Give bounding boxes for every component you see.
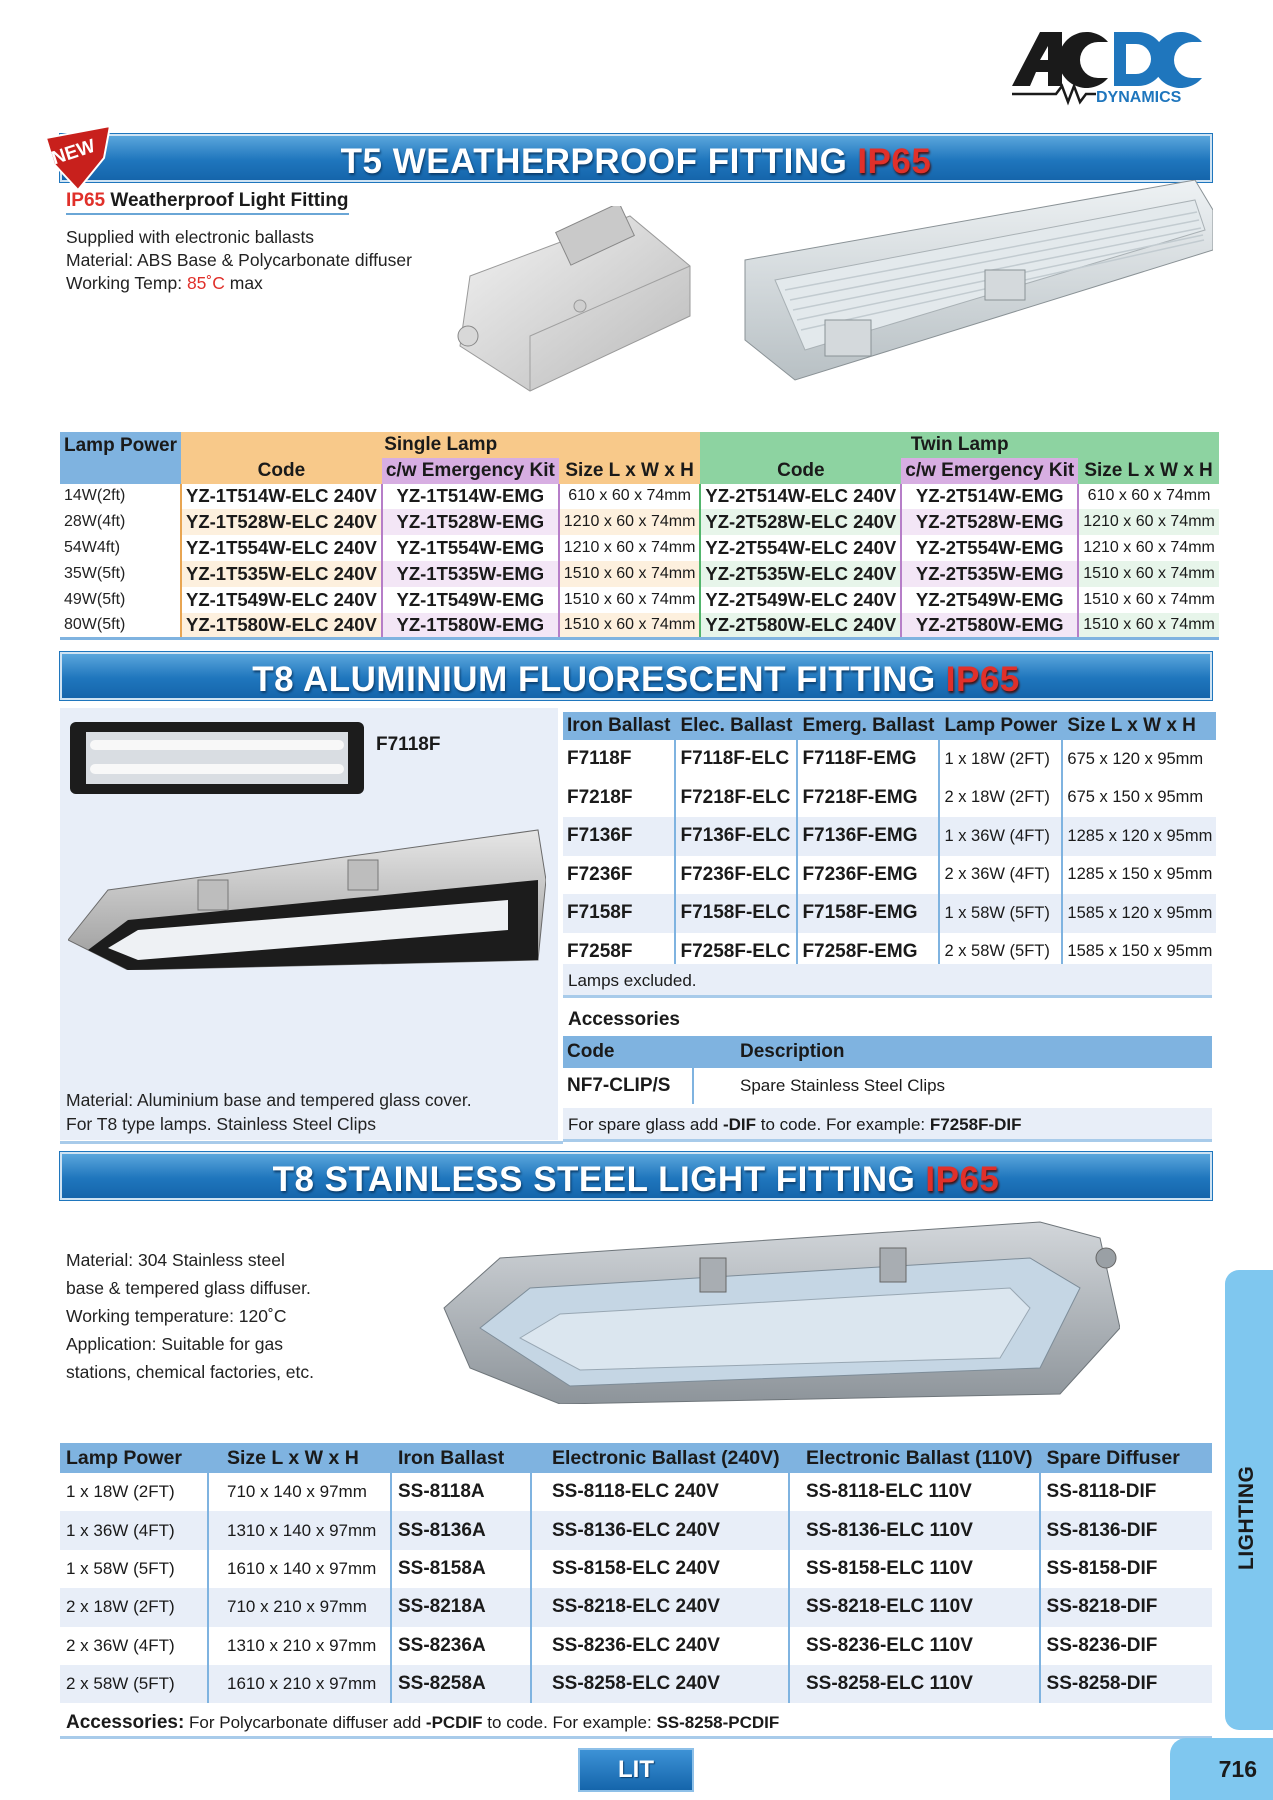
table-cell: Spare Stainless Steel Clips (693, 1068, 1212, 1104)
table-cell: YZ-1T514W-ELC 240V (181, 484, 382, 510)
table-cell: 2 x 36W (4FT) (66, 1635, 175, 1655)
table-row (60, 587, 1219, 613)
table-cell: 1510 x 60 x 74mm (1078, 561, 1219, 587)
table-row (563, 740, 1216, 779)
single-code-header: Code (181, 458, 382, 484)
table-row (60, 509, 1219, 535)
acdc-dynamics-logo (1010, 24, 1218, 112)
table-cell: YZ-2T535W-EMG (901, 561, 1078, 587)
table-header-cell: Code (563, 1036, 693, 1068)
table-cell: 1510 x 60 x 74mm (559, 613, 701, 639)
table-row (60, 613, 1219, 639)
table-cell: 14W(2ft) (64, 487, 126, 505)
table-cell: 1510 x 60 x 74mm (1078, 613, 1219, 639)
table-row (60, 1588, 1212, 1626)
table-cell: 1610 x 210 x 97mm (208, 1665, 391, 1703)
table-header-cell: Electronic Ballast (110V) (789, 1443, 1040, 1473)
table-cell: SS-8258A (391, 1665, 531, 1703)
table-cell: 2 x 18W (2FT) (939, 779, 1062, 818)
table-cell: YZ-1T580W-EMG (382, 613, 559, 639)
table-header-cell: Lamp Power (939, 712, 1062, 740)
table-cell: NF7-CLIP/S (567, 1075, 671, 1096)
table-cell: 1 x 18W (2FT) (939, 740, 1062, 779)
t5-end-cap-image (440, 206, 696, 396)
table-header-cell: Lamp Power (60, 1443, 208, 1473)
footer-divider (60, 1736, 1212, 1739)
f7118f-product-image (68, 718, 366, 798)
table-cell: F7236F-EMG (797, 856, 939, 895)
lit-button[interactable]: LIT (578, 1748, 694, 1792)
table-header-cell: Iron Ballast (391, 1443, 531, 1473)
table-cell: SS-8118-ELC 240V (531, 1473, 789, 1511)
table-cell: F7258F (567, 940, 633, 962)
table-row (563, 817, 1216, 856)
table-row (60, 1473, 1212, 1511)
table-cell: 675 x 150 x 95mm (1062, 779, 1216, 818)
table-cell: 54W4ft) (64, 539, 121, 557)
single-emg-header: c/w Emergency Kit (382, 458, 559, 484)
table-cell: YZ-2T549W-ELC 240V (700, 587, 901, 613)
t8-stainless-ip-rating: IP65 (925, 1160, 1000, 1199)
t8-stainless-spec-table (60, 1443, 1212, 1703)
twin-emg-header: c/w Emergency Kit (901, 458, 1078, 484)
table-cell: 1 x 36W (4FT) (60, 1511, 208, 1549)
table-cell: YZ-2T554W-ELC 240V (700, 535, 901, 561)
table-cell: SS-8258-ELC 110V (789, 1665, 1040, 1703)
table-row (563, 779, 1216, 818)
table-cell: YZ-2T528W-EMG (901, 509, 1078, 535)
twin-size-header: Size L x W x H (1078, 458, 1219, 484)
table-cell: YZ-2T580W-ELC 240V (700, 613, 901, 639)
table-cell: SS-8236-ELC 240V (531, 1627, 789, 1665)
table-cell: F7136F-EMG (797, 817, 939, 856)
table-cell: 1585 x 120 x 95mm (1062, 894, 1216, 933)
t8-aluminium-banner (60, 652, 1212, 700)
t5-subtitle: IP65 Weatherproof Light Fitting (66, 190, 349, 215)
table-cell: 1310 x 140 x 97mm (208, 1511, 391, 1549)
table-cell: YZ-2T514W-ELC 240V (700, 484, 901, 510)
table-cell: 610 x 60 x 74mm (568, 487, 691, 505)
table-header-cell: Elec. Ballast (675, 712, 797, 740)
table-cell: 1585 x 150 x 95mm (1062, 933, 1216, 972)
t8-aluminium-fitting-image (68, 820, 546, 970)
table-cell: 2 x 36W (4FT) (939, 856, 1062, 895)
single-size-header: Size L x W x H (559, 458, 701, 484)
table-cell: 1 x 36W (4FT) (939, 817, 1062, 856)
table-cell: 1310 x 210 x 97mm (208, 1627, 391, 1665)
table-row (563, 856, 1216, 895)
table-cell: 1 x 58W (5FT) (939, 894, 1062, 933)
table-cell: F7158F (563, 894, 675, 933)
table-cell: YZ-2T580W-EMG (901, 613, 1078, 639)
table-cell: F7218F-EMG (797, 779, 939, 818)
t5-fitting-image (735, 180, 1213, 396)
table-cell: 2 x 58W (5FT) (60, 1665, 208, 1703)
table-cell: YZ-1T549W-EMG (382, 587, 559, 613)
table-cell: SS-8158-DIF (1040, 1550, 1212, 1588)
table-cell: F7158F-EMG (797, 894, 939, 933)
table-cell: 35W(5ft) (64, 564, 126, 582)
table-cell: SS-8158-ELC 110V (789, 1550, 1040, 1588)
table-cell: YZ-2T554W-EMG (901, 535, 1078, 561)
t8-stainless-accessories-note: Accessories: For Polycarbonate diffuser add -PCDIF to code. For example: SS-8258-PCDIF (66, 1712, 780, 1733)
table-cell: 2 x 18W (2FT) (60, 1588, 208, 1626)
table-cell: SS-8236-ELC 110V (789, 1627, 1040, 1665)
table-cell: SS-8258-ELC 240V (531, 1665, 789, 1703)
table-cell: F7218F-ELC (675, 779, 797, 818)
table-cell: SS-8218-ELC 240V (531, 1588, 789, 1626)
table-cell: SS-8218-DIF (1040, 1588, 1212, 1626)
table-cell: YZ-2T535W-ELC 240V (700, 561, 901, 587)
table-row (60, 561, 1219, 587)
spare-glass-note: For spare glass add -DIF to code. For example: F7258F-DIF (563, 1108, 1212, 1142)
lighting-side-tab[interactable] (1225, 1270, 1273, 1730)
table-cell: YZ-2T514W-EMG (901, 484, 1078, 510)
table-cell: 1610 x 140 x 97mm (208, 1550, 391, 1588)
table-cell: SS-8236-DIF (1040, 1627, 1212, 1665)
table-row (60, 1665, 1212, 1703)
t5-description: Supplied with electronic ballasts Material: ABS Base & Polycarbonate diffuser Working Temp: 85˚C max (66, 227, 412, 293)
table-cell: 1210 x 60 x 74mm (563, 539, 696, 557)
table-cell: SS-8218-ELC 110V (789, 1588, 1040, 1626)
lamps-note-row: Lamps excluded. (563, 964, 1212, 998)
t8-stainless-title: T8 STAINLESS STEEL LIGHT FITTING (272, 1160, 916, 1199)
logo-sub-text: DYNAMICS (1096, 89, 1182, 106)
table-row (563, 894, 1216, 933)
table-cell: F7136F (563, 817, 675, 856)
table-cell: 1210 x 60 x 74mm (1083, 539, 1215, 557)
table-cell: YZ-1T535W-EMG (382, 561, 559, 587)
new-badge-text: NEW (49, 135, 98, 170)
table-cell: YZ-1T514W-EMG (382, 484, 559, 510)
table-header-cell: Size L x W x H (208, 1443, 391, 1473)
twin-lamp-header: Twin Lamp (700, 432, 1218, 458)
table-row (60, 1511, 1212, 1549)
table-cell: SS-8118-ELC 110V (789, 1473, 1040, 1511)
divider (60, 1141, 563, 1144)
t8-aluminium-spec-table (563, 712, 1216, 971)
t8-stainless-description: Material: 304 Stainless steel base & tempered glass diffuser. Working temperature: 120˚C Application: Suitable for gas stations, chemical factories, etc. (66, 1250, 315, 1382)
table-cell: 1 x 18W (2FT) (66, 1482, 175, 1502)
t5-spec-table (60, 432, 1219, 640)
table-cell: F7236F-ELC (675, 856, 797, 895)
table-cell: SS-8118-DIF (1040, 1473, 1212, 1511)
table-cell: 1285 x 120 x 95mm (1062, 817, 1216, 856)
table-cell: F7258F-ELC (675, 933, 797, 972)
table-row (563, 1068, 1212, 1104)
table-cell: 610 x 60 x 74mm (1087, 487, 1211, 505)
lighting-tab-label: LIGHTING (1235, 1465, 1258, 1570)
table-header-cell: Emerg. Ballast (797, 712, 939, 740)
table-cell: 28W(4ft) (64, 513, 126, 531)
table-header-cell: Iron Ballast (563, 712, 675, 740)
table-cell: 2 x 58W (5FT) (939, 933, 1062, 972)
table-cell: F7158F-ELC (675, 894, 797, 933)
table-cell: 49W(5ft) (64, 590, 126, 608)
table-cell: 1210 x 60 x 74mm (559, 509, 701, 535)
table-header-cell: Description (693, 1036, 1212, 1068)
t5-title: T5 WEATHERPROOF FITTING (340, 142, 848, 181)
table-cell: SS-8136-ELC 110V (789, 1511, 1040, 1549)
table-cell: YZ-1T554W-ELC 240V (181, 535, 382, 561)
table-cell: SS-8258-DIF (1040, 1665, 1212, 1703)
table-cell: F7218F (567, 786, 633, 808)
table-cell: YZ-2T549W-EMG (901, 587, 1078, 613)
table-cell: F7118F-EMG (797, 740, 939, 779)
accessories-table (563, 1036, 1212, 1104)
table-cell: YZ-1T528W-EMG (382, 509, 559, 535)
table-cell: 80W(5ft) (60, 613, 181, 639)
table-row (60, 535, 1219, 561)
table-cell: 710 x 210 x 97mm (208, 1588, 391, 1626)
table-cell: 1510 x 60 x 74mm (563, 590, 696, 608)
t5-ip-rating: IP65 (857, 142, 932, 181)
table-header-cell: Size L x W x H (1062, 712, 1216, 740)
t8-stainless-fitting-image (440, 1218, 1120, 1404)
table-header-cell: Spare Diffuser (1040, 1443, 1212, 1473)
page-number: 716 (1170, 1738, 1273, 1800)
t8-aluminium-title: T8 ALUMINIUM FLUORESCENT FITTING (252, 660, 936, 699)
table-row (60, 1627, 1212, 1665)
t5-section-banner (60, 134, 1212, 182)
table-cell: YZ-1T535W-ELC 240V (181, 561, 382, 587)
t8-stainless-banner (60, 1152, 1212, 1200)
table-cell: SS-8136-DIF (1040, 1511, 1212, 1549)
table-cell: F7118F-ELC (675, 740, 797, 779)
table-cell: F7136F-ELC (675, 817, 797, 856)
table-cell: F7258F-EMG (797, 933, 939, 972)
table-cell: SS-8136-ELC 240V (531, 1511, 789, 1549)
table-cell: 1210 x 60 x 74mm (1078, 509, 1219, 535)
table-cell: 1 x 58W (5FT) (66, 1558, 175, 1578)
table-row (60, 484, 1219, 510)
table-cell: 1285 x 150 x 95mm (1062, 856, 1216, 895)
table-cell: 675 x 120 x 95mm (1062, 740, 1216, 779)
table-cell: F7118F (567, 748, 632, 770)
table-cell: SS-8236A (391, 1627, 531, 1665)
lamp-power-header: Lamp Power (60, 432, 181, 484)
table-cell: SS-8218A (391, 1588, 531, 1626)
t8-aluminium-material: Material: Aluminium base and tempered glass cover. For T8 type lamps. Stainless Steel Clips (66, 1090, 472, 1134)
table-row (60, 1550, 1212, 1588)
new-badge (40, 124, 116, 192)
table-cell: YZ-1T528W-ELC 240V (181, 509, 382, 535)
table-cell: SS-8158A (391, 1550, 531, 1588)
table-cell: SS-8118A (391, 1473, 531, 1511)
table-cell: SS-8136A (391, 1511, 531, 1549)
twin-code-header: Code (700, 458, 901, 484)
table-cell: YZ-1T554W-EMG (382, 535, 559, 561)
table-cell: 1510 x 60 x 74mm (1083, 590, 1215, 608)
table-cell: SS-8158-ELC 240V (531, 1550, 789, 1588)
table-header-cell: Electronic Ballast (240V) (531, 1443, 789, 1473)
f7118f-image-label: F7118F (376, 734, 441, 755)
table-cell: YZ-2T528W-ELC 240V (700, 509, 901, 535)
table-cell: F7236F (567, 863, 633, 885)
single-lamp-header: Single Lamp (181, 432, 700, 458)
table-cell: 710 x 140 x 97mm (208, 1473, 391, 1511)
table-cell: YZ-1T580W-ELC 240V (181, 613, 382, 639)
table-cell: 1510 x 60 x 74mm (559, 561, 701, 587)
accessories-heading: Accessories (568, 1009, 680, 1030)
table-cell: YZ-1T549W-ELC 240V (181, 587, 382, 613)
t8-aluminium-ip-rating: IP65 (945, 660, 1020, 699)
